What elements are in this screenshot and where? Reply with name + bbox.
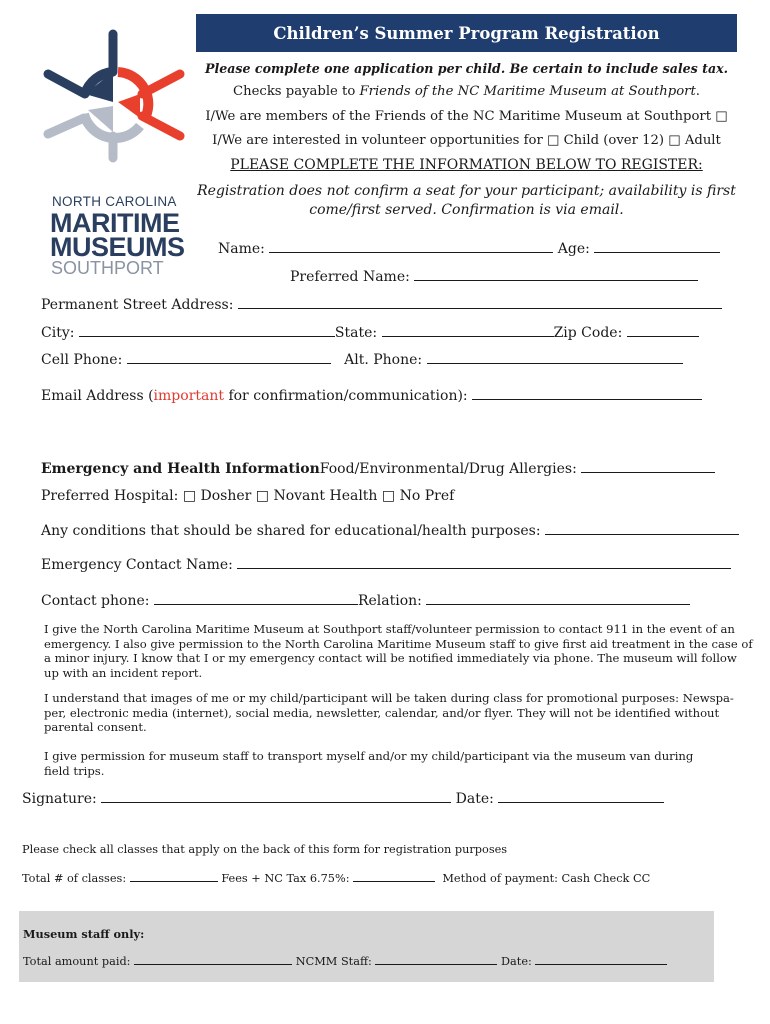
preferred-name-field[interactable] <box>414 268 698 281</box>
name-label: Name: <box>218 241 265 257</box>
amount-paid-label: Total amount paid: <box>23 955 131 968</box>
volunteer-checkbox-line[interactable]: I/We are interested in volunteer opportunities for □ Child (over 12) □ Adult <box>212 133 721 148</box>
checks-suffix: . <box>695 84 700 99</box>
fees-label: Fees + NC Tax 6.75%: <box>221 872 350 885</box>
conditions-row <box>41 522 739 539</box>
street-label: Permanent Street Address: <box>41 297 234 313</box>
ncmm-staff-label: NCMM Staff: <box>295 955 372 968</box>
preferred-name-label: Preferred Name: <box>290 269 410 285</box>
fees-field[interactable] <box>353 871 435 882</box>
museum-logo <box>40 28 190 278</box>
consent-transport-line-1: I give permission for museum staff to transport myself and/or my child/participant via the museum van during <box>44 749 694 763</box>
email-label-suffix: for confirmation/communication): <box>224 388 468 404</box>
street-field[interactable] <box>238 296 722 309</box>
allergies-label: Food/Environmental/Drug Allergies: <box>319 461 577 477</box>
instruction-text: Please complete one application per child. Be certain to include sales tax. <box>205 61 728 76</box>
checks-payee: Friends of the NC Maritime Museum at Southport <box>359 84 696 99</box>
amount-paid-field[interactable] <box>134 954 292 965</box>
email-label-prefix: Email Address ( <box>41 388 154 404</box>
ncmm-staff-field[interactable] <box>375 954 497 965</box>
alt-phone-label: Alt. Phone: <box>344 352 423 368</box>
checks-prefix: Checks payable to <box>233 84 360 99</box>
staff-row <box>23 954 667 968</box>
consent-images-line-1: I understand that images of me or my child/participant will be taken during class for promotional purposes: Newspa- <box>44 691 734 705</box>
staff-heading: Museum staff only: <box>23 927 145 941</box>
signature-field[interactable] <box>101 790 451 803</box>
conditions-field[interactable] <box>545 522 739 535</box>
consent-911-line-2: emergency. I also give permission to the North Carolina Maritime Museum staff to give first aid treatment in the case of <box>44 636 753 651</box>
member-checkbox-line[interactable]: I/We are members of the Friends of the NC Maritime Museum at Southport □ <box>205 109 728 124</box>
name-row <box>218 240 720 257</box>
register-heading: PLEASE COMPLETE THE INFORMATION BELOW TO REGISTER: <box>230 157 703 173</box>
logo-line-1: NORTH CAROLINA <box>52 194 177 209</box>
cell-field[interactable] <box>127 351 331 364</box>
staff-date-field[interactable] <box>535 954 667 965</box>
ship-wheel-icon <box>40 28 190 168</box>
signature-row <box>22 790 664 807</box>
totals-row <box>22 871 650 885</box>
classes-note: Please check all classes that apply on the back of this form for registration purposes <box>22 843 508 856</box>
signature-label: Signature: <box>22 791 97 807</box>
age-label: Age: <box>557 241 590 257</box>
consent-transport-line-2: field trips. <box>44 763 105 778</box>
email-important: important <box>153 388 224 404</box>
zip-field[interactable] <box>627 324 699 337</box>
allergies-field[interactable] <box>581 460 715 473</box>
payment-method[interactable]: Method of payment: Cash Check CC <box>442 872 651 885</box>
email-row <box>41 387 702 404</box>
contact-name-field[interactable] <box>237 556 731 569</box>
consent-911-line-3: a minor injury. I know that I or my emergency contact will be notified immediately via phone. The museum will follow <box>44 651 737 665</box>
city-field[interactable] <box>79 324 335 337</box>
relation-field[interactable] <box>426 592 690 605</box>
relation-label: Relation: <box>357 593 422 609</box>
contact-phone-label: Contact phone: <box>41 593 150 609</box>
cell-label: Cell Phone: <box>41 352 123 368</box>
alt-phone-field[interactable] <box>427 351 683 364</box>
form-title-banner <box>196 14 737 52</box>
emergency-heading: Emergency and Health Information <box>41 461 320 477</box>
staff-only-box <box>19 911 714 982</box>
email-field[interactable] <box>472 387 702 400</box>
total-classes-label: Total # of classes: <box>22 872 127 885</box>
age-field[interactable] <box>594 240 720 253</box>
checks-payable-text <box>196 84 737 99</box>
conditions-label: Any conditions that should be shared for educational/health purposes: <box>41 523 541 539</box>
consent-images-line-2: per, electronic media (internet), social media, newsletter, calendar, and/or flyer. They will not be identified without <box>44 705 720 720</box>
consent-images-line-3: parental consent. <box>44 720 147 734</box>
signature-date-label: Date: <box>455 791 494 807</box>
hospital-row[interactable]: Preferred Hospital: □ Dosher □ Novant Health □ No Pref <box>41 488 455 504</box>
contact-name-row <box>41 556 731 573</box>
contact-name-label: Emergency Contact Name: <box>41 557 233 573</box>
logo-line-2: MARITIME <box>50 208 180 238</box>
logo-line-4: SOUTHPORT <box>51 258 164 278</box>
contact-phone-row <box>41 592 690 609</box>
logo-line-3: MUSEUMS <box>50 232 185 262</box>
registration-note-1: Registration does not confirm a seat for your participant; availability is first <box>197 183 736 199</box>
city-label: City: <box>41 325 75 341</box>
city-state-zip-row <box>41 324 699 341</box>
name-field[interactable] <box>269 240 553 253</box>
street-row <box>41 296 722 313</box>
preferred-name-row <box>290 268 698 285</box>
registration-note-2: come/first served. Confirmation is via email. <box>309 202 624 218</box>
form-title: Children’s Summer Program Registration <box>273 23 660 43</box>
signature-date-field[interactable] <box>498 790 664 803</box>
state-field[interactable] <box>382 324 554 337</box>
state-label: State: <box>334 325 378 341</box>
total-classes-field[interactable] <box>130 871 218 882</box>
phone-row <box>41 351 683 368</box>
zip-label: Zip Code: <box>553 325 623 341</box>
contact-phone-field[interactable] <box>154 592 358 605</box>
consent-911-line-1: I give the North Carolina Maritime Museum at Southport staff/volunteer permission to contact 911 in the event of an <box>44 622 735 636</box>
allergies-row <box>41 460 715 477</box>
staff-date-label: Date: <box>500 955 532 968</box>
consent-911-line-4: up with an incident report. <box>44 665 203 680</box>
